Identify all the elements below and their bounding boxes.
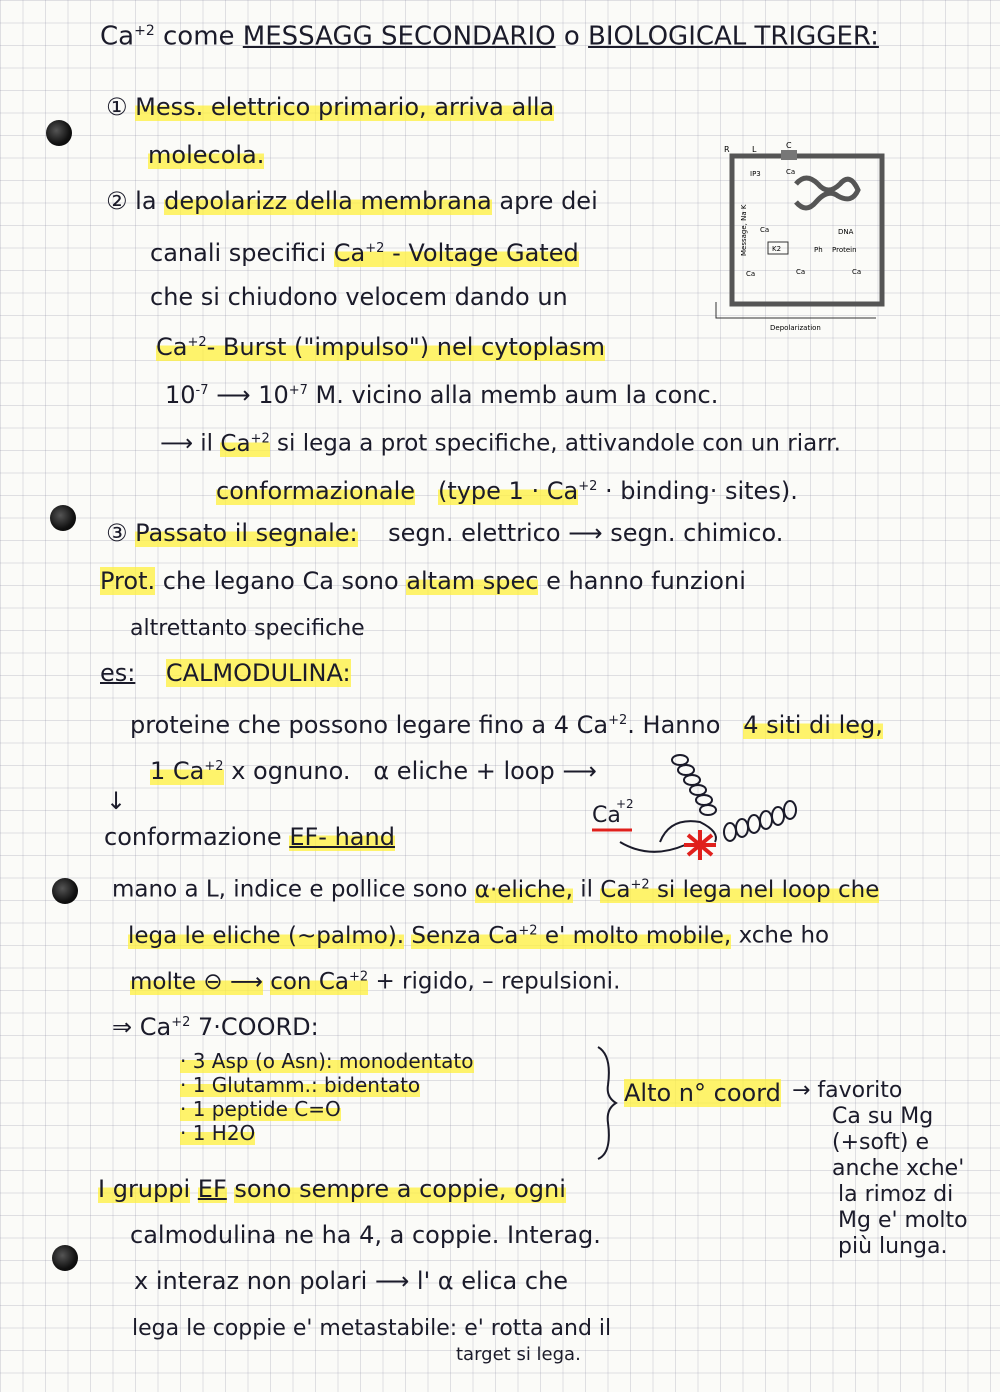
example-line-3: conformazione EF- hand	[104, 823, 395, 851]
diagram-label-ca-mid: Ca	[760, 226, 770, 234]
diagram-label-message: Message, Na K	[740, 204, 748, 256]
hand-line-1: mano a L, indice e pollice sono α·eliche, il $Ca^{+2}$ si lega nel loop che	[112, 876, 880, 903]
coord-side-line: → favorito	[792, 1078, 903, 1103]
coord-item: · 1 peptide C=O	[180, 1097, 341, 1121]
binder-hole	[46, 120, 72, 146]
ef-line-5: target si lega.	[456, 1344, 581, 1365]
ef-line-2: calmodulina ne ha 4, a coppie. Interag.	[130, 1221, 601, 1249]
ca-label-sup: +2	[616, 797, 634, 811]
example-heading: es: CALMODULINA:	[100, 659, 351, 687]
coord-side-line: Ca su Mg	[832, 1104, 934, 1129]
diagram-label-ca-b2: Ca	[796, 268, 806, 276]
diagram-label-dna: DNA	[838, 228, 854, 236]
diagram-label-l: L	[752, 145, 757, 154]
point-2-line-3: che si chiudono velocem dando un	[150, 283, 568, 311]
coord-side-line: più lunga.	[838, 1234, 948, 1259]
point-2-line-1: ② la depolarizz della membrana apre dei	[106, 187, 598, 215]
ef-line-3: x interaz non polari ⟶ l' α elica che	[134, 1267, 569, 1295]
point-1-line-2: molecola.	[148, 141, 265, 169]
page-title: $Ca^{+2}$ come MESSAGG SECONDARIO o BIOLOGICAL TRIGGER:	[100, 21, 879, 52]
diagram-label-ca-b3: Ca	[852, 268, 862, 276]
point-3-line-3: altrettanto specifiche	[130, 616, 365, 641]
point-2-line-7: conformazionale (type $1 \cdot Ca^{+2}$ · binding· sites).	[216, 477, 798, 505]
coord-heading: ⇒ $Ca^{+2}$ 7·COORD:	[112, 1013, 319, 1041]
diagram-label-depol: Depolarization	[770, 324, 821, 332]
ef-line-4: lega le coppie e' metastabile: e' rotta and il	[132, 1316, 612, 1341]
point-3-line-1: ③ Passato il segnale: segn. elettrico ⟶ segn. chimico.	[106, 519, 784, 547]
diagram-label-r: R	[724, 145, 730, 154]
example-line-1: proteine che possono legare fino a 4 $Ca^{+2}$. Hanno 4 siti di leg,	[130, 711, 883, 739]
ca-label: Ca	[592, 803, 621, 828]
point-3-line-2: Prot. che legano Ca sono altam spec e hanno funzioni	[100, 567, 746, 595]
coord-side-line: (+soft) e	[832, 1130, 930, 1155]
binder-hole	[52, 878, 78, 904]
coord-high: Alto n° coord	[624, 1079, 781, 1107]
diagram-label-k2: K2	[772, 245, 782, 253]
point-2-line-4: $Ca^{+2}-$ Burst ("impulso") nel cytoplasm	[156, 333, 606, 361]
diagram-label-ca-b1: Ca	[746, 270, 756, 278]
diagram-label-ca-top: Ca	[786, 168, 796, 176]
binder-hole	[50, 505, 76, 531]
down-arrow: ↓	[106, 787, 127, 815]
hand-line-3: molte ⊖ ⟶ con $Ca^{+2}$ + rigido, – repulsioni.	[130, 968, 621, 995]
brace	[590, 1045, 620, 1160]
diagram-label-ph: Ph	[814, 246, 823, 254]
depolarization-diagram	[706, 142, 890, 334]
hand-line-2: lega le eliche (~palmo). Senza $Ca^{+2}$ e' molto mobile, xche ho	[128, 922, 830, 949]
diagram-label-protein: Protein	[832, 246, 857, 254]
ef-hand-sketch	[580, 750, 820, 880]
point-2-line-2: canali specifici $Ca^{+2}$ - Voltage Gated	[150, 239, 579, 267]
coord-item: · 1 Glutamm.: bidentato	[180, 1073, 421, 1097]
diagram-label-c: C	[786, 142, 792, 150]
coord-item: · 1 H2O	[180, 1121, 256, 1145]
coord-side-line: anche xche'	[832, 1156, 965, 1181]
example-line-2: 1 $Ca^{+2}$ x ognuno. α eliche + loop ⟶	[150, 757, 597, 785]
coord-side-line: Mg e' molto	[838, 1208, 968, 1233]
binder-hole	[52, 1245, 78, 1271]
ef-line-1: I gruppi EF sono sempre a coppie, ogni	[98, 1175, 566, 1203]
point-1-line-1: ① Mess. elettrico primario, arriva alla	[106, 93, 555, 121]
diagram-label-ip3: IP3	[750, 170, 761, 178]
point-2-line-6: ⟶ il $Ca^{+2}$ si lega a prot specifiche, attivandole con un riarr.	[160, 430, 841, 457]
coord-side-line: la rimoz di	[838, 1182, 954, 1207]
point-2-line-5: $10^{-7}$ ⟶ $10^{+7}$ M. vicino alla memb aum la conc.	[165, 381, 719, 409]
coord-item: · 3 Asp (o Asn): monodentato	[180, 1049, 474, 1073]
